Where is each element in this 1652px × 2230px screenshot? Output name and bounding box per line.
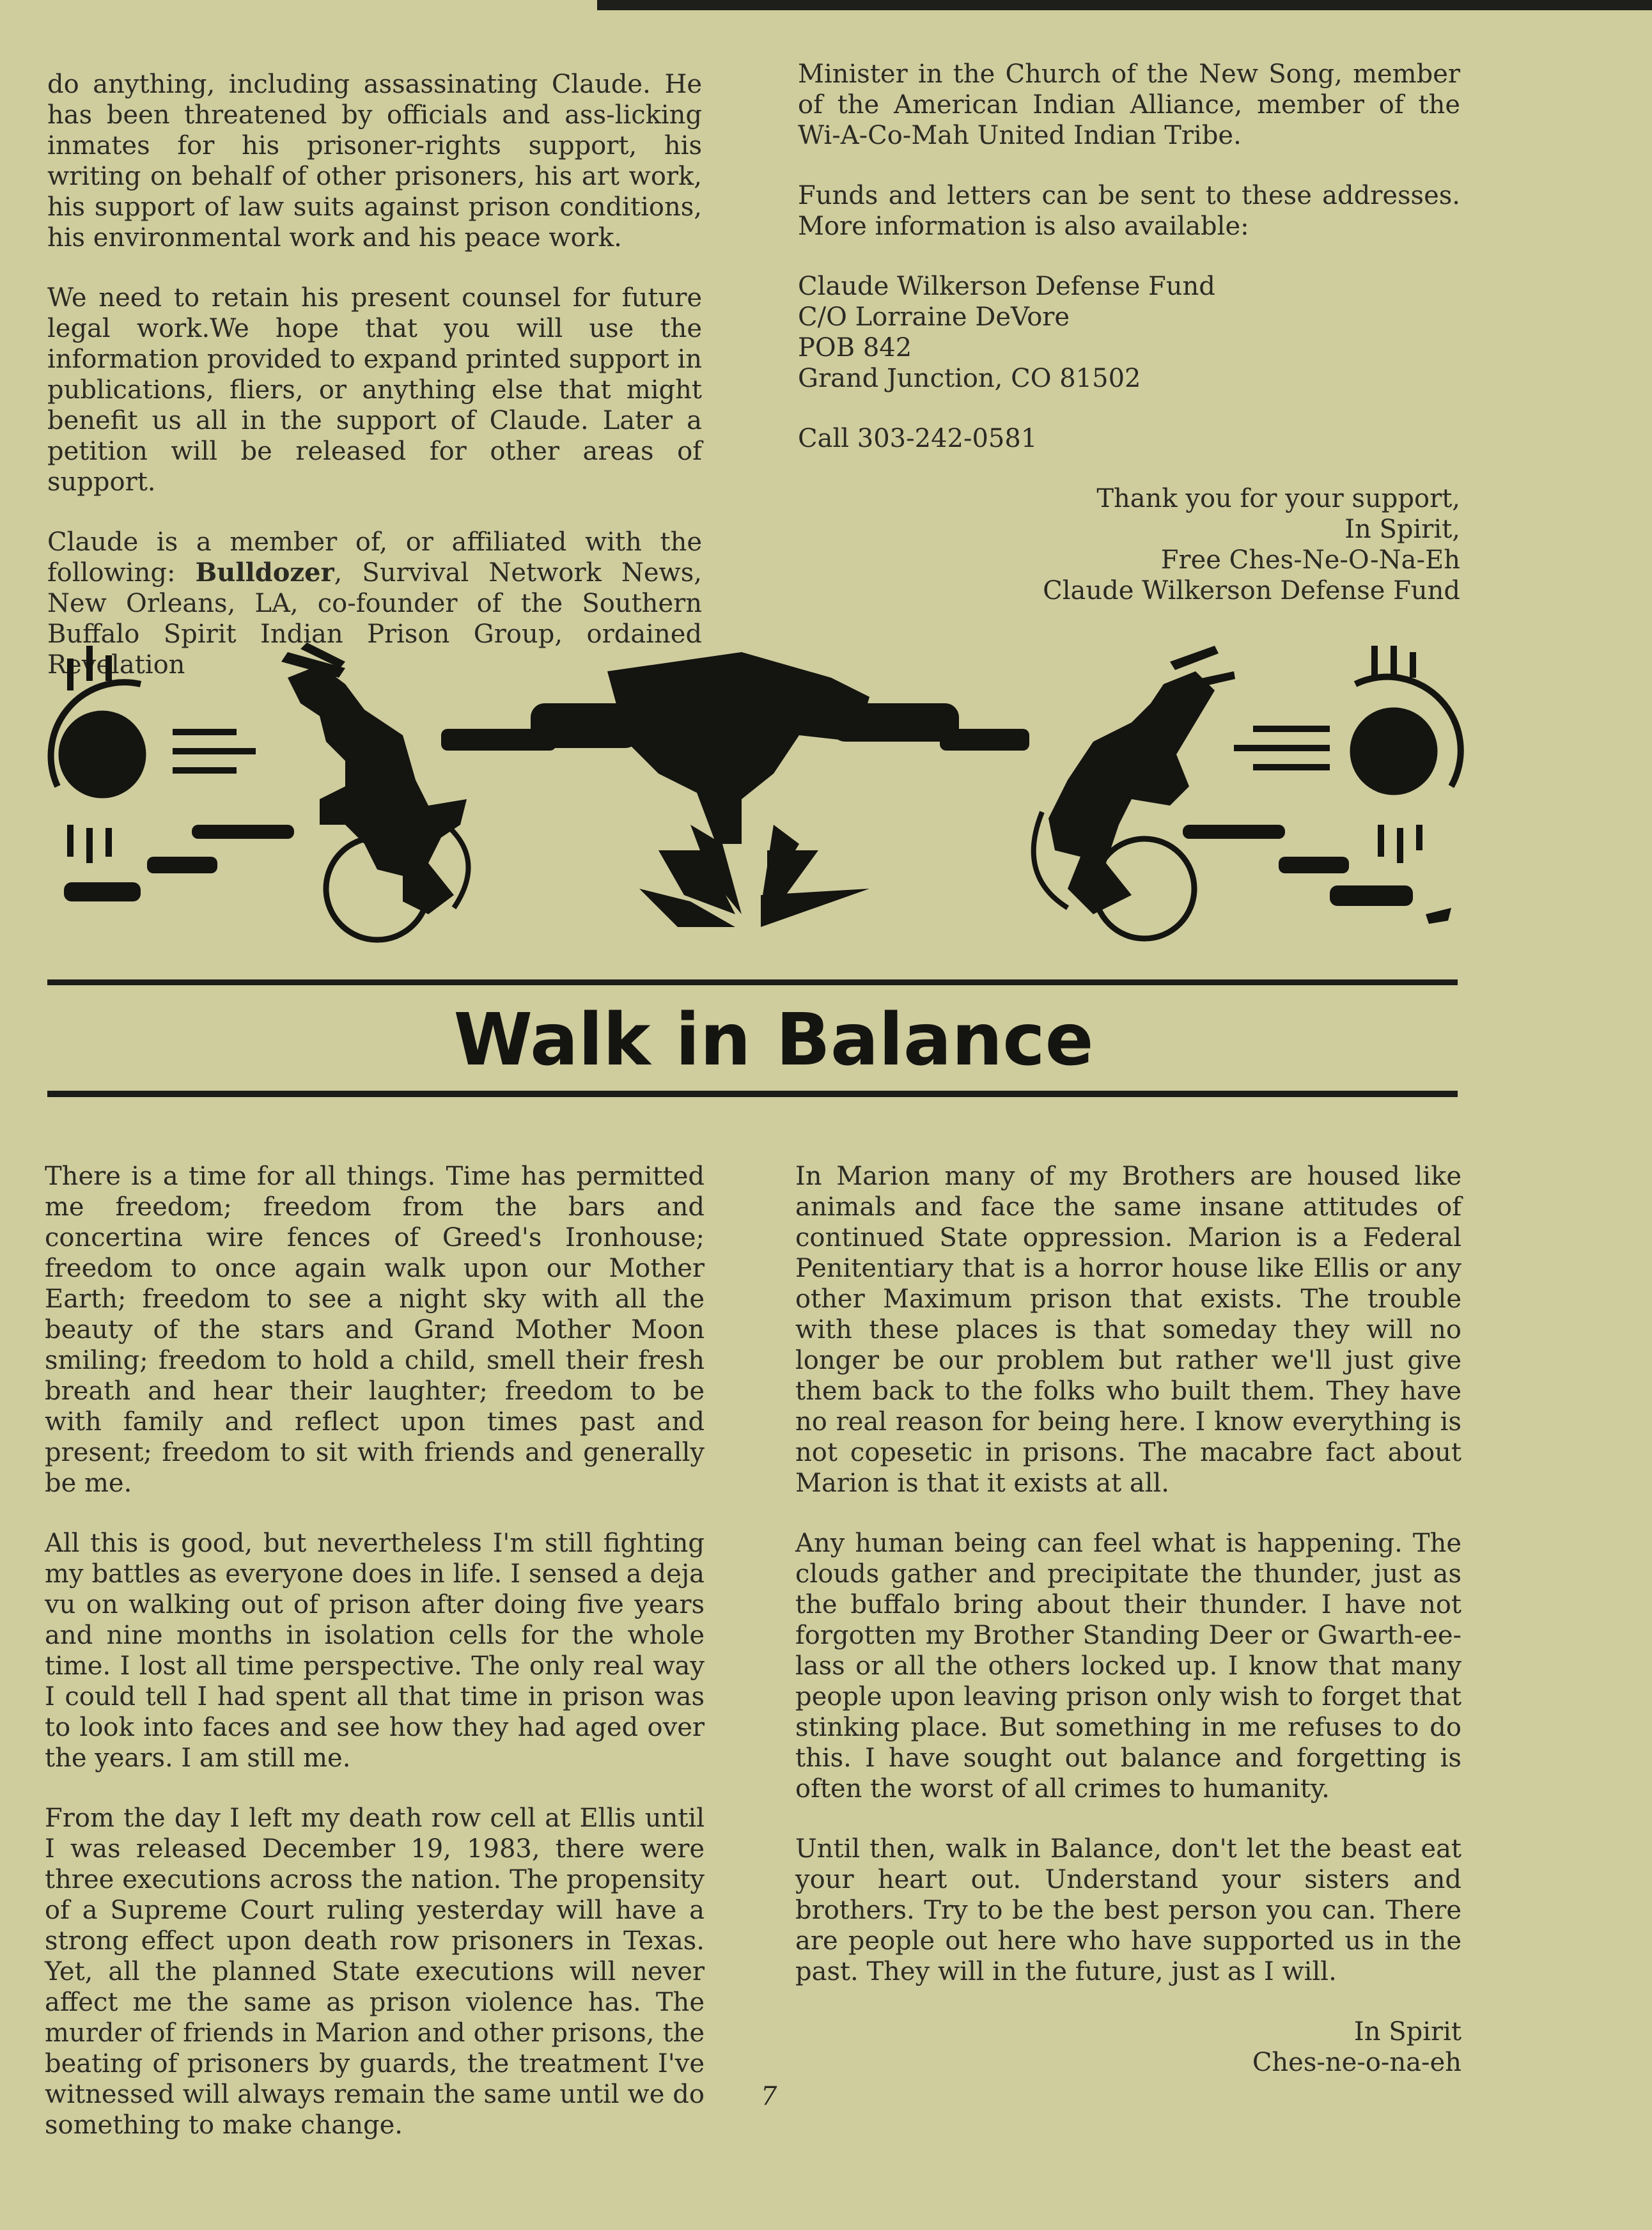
title-rule-top	[47, 979, 1458, 985]
paragraph: Minister in the Church of the New Song, member of the American Indian Alliance, member of the Wi-A-Co-Mah United Indian Tribe.	[798, 59, 1460, 150]
paragraph: From the day I left my death row cell at Ellis until I was released December 19, 1983, there were three executions across the nation. The propensity of a Supreme Court ruling yesterday will have a strong effect upon death row prisoners in Texas. Yet, all the planned State executions will never affect me the same as prison violence has. The murder of friends in Marion and other prisons, the beating of prisoners by guards, the treatment I've witnessed will always remain the same until we do something to make change.	[45, 1804, 705, 2140]
dancer-figure-left	[281, 643, 467, 914]
paragraph: Claude is a member of, or affiliated with the following: Bulldozer, Survival Network News, New Orleans, LA, co-founder of the Southern Buffalo Spirit Indian Prison Group, ordained Revelation	[47, 527, 702, 680]
article-title: Walk in Balance	[453, 999, 1094, 1082]
paragraph: There is a time for all things. Time has permitted me freedom; freedom from the bars and concertina wire fences of Greed's Ironhouse; freedom to once again walk upon our Mother Earth; freedom to see a night sky with all the beauty of the stars and Grand Mother Moon smiling; freedom to hold a child, smell their fresh breath and hear their laughter; freedom to be with family and reflect upon times past and present; freedom to sit with friends and generally be me.	[45, 1162, 705, 1498]
phone-line: Call 303-242-0581	[798, 424, 1038, 453]
article-right-column	[795, 1161, 1461, 2078]
top-left-column	[47, 69, 702, 680]
page-number: 7	[761, 2082, 777, 2111]
paragraph: Until then, walk in Balance, don't let the beast eat your heart out. Understand your sisters and brothers. Try to be the best person you can. There are people out here who have supported us in the past. They will in the future, just as I will.	[795, 1834, 1461, 1986]
bulldozer-bold: Bulldozer	[195, 558, 334, 588]
mailing-address: Claude Wilkerson Defense Fund C/O Lorraine DeVore POB 842 Grand Junction, CO 81502	[798, 272, 1215, 393]
paragraph: We need to retain his present counsel for future legal work.We hope that you will use the information provided to expand printed support in publications, fliers, or anything else that might benefit us all in the support of Claude. Later a petition will be released for other areas of support.	[47, 283, 702, 497]
paragraph: do anything, including assassinating Claude. He has been threatened by officials and ass-licking inmates for his prisoner-rights support, his writing on behalf of other prisoners, his art work, his support of law suits against prison conditions, his environmental work and his peace work.	[47, 70, 702, 253]
title-rule-bottom	[47, 1091, 1458, 1097]
top-right-column	[798, 59, 1460, 606]
page-edge	[0, 0, 1652, 13]
sun-icon	[1350, 708, 1437, 795]
signoff: Thank you for your support, In Spirit, Free Ches-Ne-O-Na-Eh Claude Wilkerson Defense Fund	[1043, 484, 1460, 605]
paragraph: All this is good, but nevertheless I'm still fighting my battles as everyone does in life. I sensed a deja vu on walking out of prison after doing five years and nine months in isolation cells for the whole time. I lost all time perspective. The only real way I could tell I had spent all that time in prison was to look into faces and see how they had aged over the years. I am still me.	[45, 1529, 705, 1773]
sun-icon	[59, 711, 146, 798]
native-motif-illustration	[45, 633, 1464, 965]
buffalo-figure	[441, 652, 1029, 844]
article-left-column	[45, 1161, 705, 2140]
paragraph: Any human being can feel what is happening. The clouds gather and precipitate the thunder, just as the buffalo bring about their thunder. I have not forgotten my Brother Standing Deer or Gwarth-ee-lass or all the others locked up. I know that many people upon leaving prison only wish to forget that stinking place. But something in me refuses to do this. I have sought out balance and forgetting is often the worst of all crimes to humanity.	[795, 1529, 1461, 1804]
paragraph: In Marion many of my Brothers are housed like animals and face the same insane attitudes of continued State oppression. Marion is a Federal Penitentiary that is a horror house like Ellis or any other Maximum prison that exists. The trouble with these places is that someday they will no longer be our problem but rather we'll just give them back to the folks who built them. They have no real reason for being here. I know everything is not copesetic in prisons. The macabre fact about Marion is that it exists at all.	[795, 1162, 1461, 1498]
paragraph: Funds and letters can be sent to these addresses. More information is also available:	[798, 181, 1460, 241]
plant-motif	[639, 825, 869, 927]
dancer-figure-right	[1048, 646, 1235, 914]
closing-signature: In Spirit Ches-ne-o-na-eh	[1252, 2017, 1461, 2077]
